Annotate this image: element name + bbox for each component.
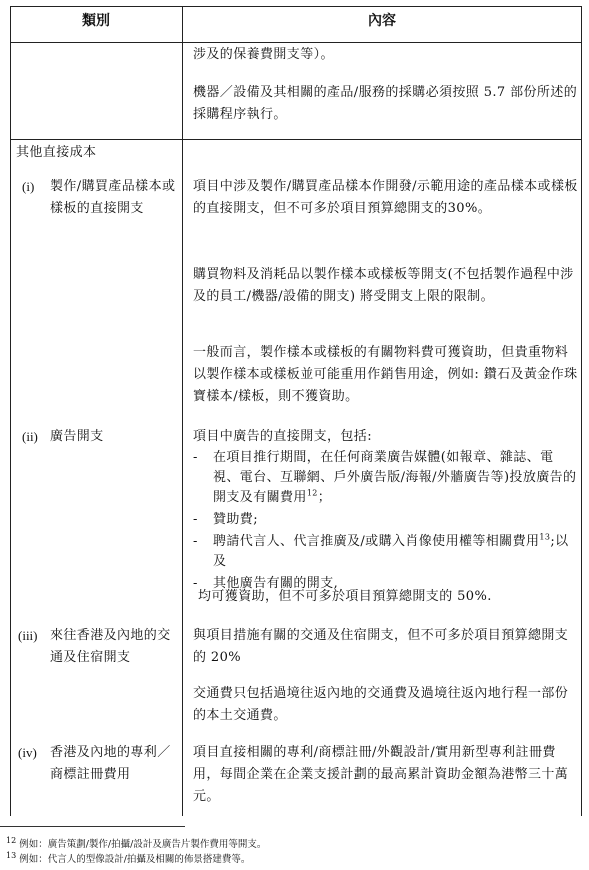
- item-ii-outro: 均可獲資助，但不可多於項目預算總開支的 50%.: [198, 589, 492, 604]
- bullet-item: [193, 510, 578, 530]
- item-iv-label: 香港及內地的專利／商標註冊費用: [50, 745, 171, 782]
- footnote-rule: [0, 826, 185, 827]
- bullet-text: 其他廣告有關的開支,: [213, 576, 339, 591]
- item-iii-label: 來往香港及內地的交通及住宿開支: [50, 628, 171, 665]
- bullet-text: 在項目推行期間，在任何商業廣告媒體(如報章、雜誌、電視、電台、互聯網、戶外廣告版/海報/外牆廣告等)投放廣告的開支及有關費用: [213, 450, 577, 505]
- table-border-left: [10, 6, 11, 816]
- item-i-paragraph-1: 項目中涉及製作/購買產品樣本作開發/示範用途的產品樣本或樣板的直接開支，但不可多於項目預算總開支的30%。: [193, 179, 578, 216]
- header-content: 內容: [368, 13, 396, 29]
- footnote-12: [6, 836, 266, 850]
- row-divider: [10, 139, 582, 140]
- footnote-ref: 13: [539, 532, 551, 542]
- section-title: 其他直接成本: [16, 145, 97, 160]
- item-i-paragraph-2: 購買物料及消耗品以製作樣本或樣板等開支(不包括製作過程中涉及的員工/機器/設備的開支) 將受開支上限的限制。: [193, 267, 574, 304]
- item-iii-number: (iii): [18, 628, 38, 643]
- bullet-text: 贊助費;: [213, 512, 258, 527]
- cont-paragraph-1: 涉及的保養費開支等）。: [193, 47, 334, 62]
- bullet-item: [193, 532, 578, 572]
- bullet-tail: ；: [317, 490, 332, 505]
- header-category: 類別: [82, 13, 110, 29]
- item-iv-number: (iv): [18, 745, 37, 760]
- item-i-label: 製作/購買產品樣本或樣板的直接開支: [50, 179, 176, 216]
- item-ii-intro: 項目中廣告的直接開支，包括:: [193, 429, 372, 444]
- item-ii-number: (ii): [22, 429, 38, 444]
- bullet-tail: ;以及: [213, 534, 569, 569]
- column-divider: [182, 6, 183, 816]
- footnote-text: 例如：代言人的型像設計/拍攝及相關的佈景搭建費等。: [19, 854, 251, 865]
- content-table: [10, 6, 582, 816]
- item-ii-bullet-list: [193, 448, 578, 594]
- footnote-13: [6, 851, 250, 865]
- item-i-number: (i): [22, 179, 35, 194]
- bullet-item: [193, 448, 578, 508]
- item-i-paragraph-3: 一般而言，製作樣本或樣板的有關物料費可獲資助，但貴重物料以製作樣本或樣板並可能重用作銷售用途，例如: 鑽石及黃金作珠寶樣本/樣板，則不獲資助。: [193, 345, 578, 404]
- bullet-dash: -: [193, 534, 198, 549]
- bullet-dash: -: [193, 450, 198, 465]
- cont-paragraph-2: 機器／設備及其相關的產品/服務的採購必須按照 5.7 部份所述的採購程序執行。: [193, 85, 578, 122]
- footnote-number: 12: [6, 835, 17, 845]
- table-border-top: [10, 6, 582, 7]
- item-iii-paragraph-2: 交通費只包括過境往返內地的交通費及過境往返內地行程一部份的本土交通費。: [193, 686, 569, 723]
- item-iii-paragraph-1: 與項目措施有關的交通及住宿開支，但不可多於項目預算總開支的 20%: [193, 628, 569, 665]
- item-ii-label: 廣告開支: [50, 429, 104, 444]
- table-border-right: [581, 6, 582, 816]
- bullet-dash: -: [193, 512, 198, 527]
- item-iv-paragraph-1: 項目直接相關的專利/商標註冊/外觀設計/實用新型專利註冊費用，每間企業在企業支援計劃的最高累計資助金額為港幣三十萬元。: [193, 745, 569, 804]
- footnote-ref: 12: [306, 488, 318, 498]
- footnote-number: 13: [6, 850, 17, 860]
- header-divider: [10, 42, 582, 43]
- footnote-text: 例如：廣告策劃/製作/拍攝/設計及廣告片製作費用等開支。: [19, 839, 267, 850]
- bullet-text: 聘請代言人、代言推廣及/或購入肖像使用權等相關費用: [213, 534, 540, 549]
- bullet-dash: -: [193, 576, 198, 591]
